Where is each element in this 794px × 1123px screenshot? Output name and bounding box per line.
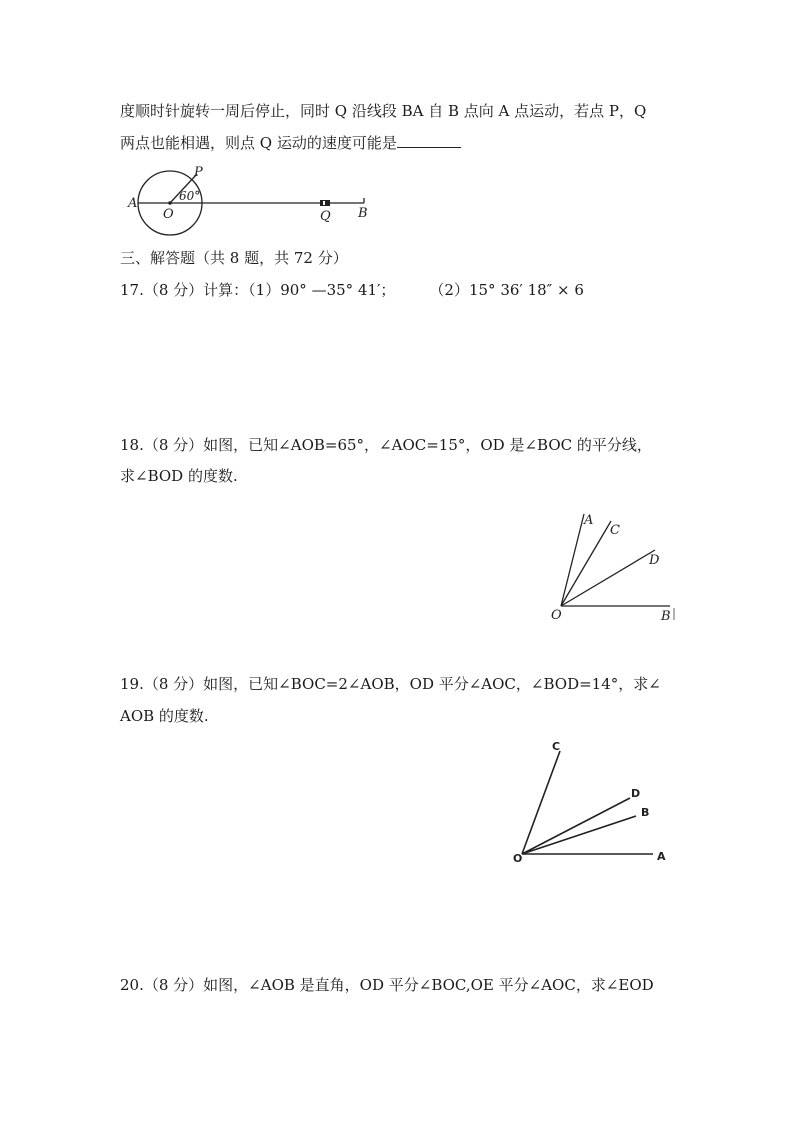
q18-line2: 求∠BOD 的度数. xyxy=(120,467,238,485)
q16-line2 xyxy=(120,133,461,153)
q17 xyxy=(120,280,584,300)
q18-line1: 18.（8 分）如图，已知∠AOB=65°，∠AOC=15°，OD 是∠BOC 的平分线， xyxy=(120,436,652,454)
label-c: C xyxy=(610,523,620,538)
figure-16 xyxy=(120,162,380,227)
q19-line1: 19.（8 分）如图，已知∠BOC=2∠AOB，OD 平分∠AOC，∠BOD=14°，求∠ xyxy=(120,675,661,693)
q19-line2: AOB 的度数. xyxy=(120,707,209,725)
label-a: A xyxy=(657,850,666,863)
label-b: B xyxy=(641,806,650,819)
ray-od xyxy=(522,798,630,854)
figure-18 xyxy=(540,505,690,630)
label-o: O xyxy=(163,207,174,222)
label-o: O xyxy=(551,608,562,623)
q16-line2-text: 两点也能相遇，则点 Q 运动的速度可能是 xyxy=(120,134,397,152)
ray-ob xyxy=(522,816,636,854)
label-b: B xyxy=(661,609,671,624)
label-a: A xyxy=(128,196,138,211)
label-a: A xyxy=(584,513,594,528)
q17-part2: （2）15° 36′ 18″ × 6 xyxy=(429,281,584,299)
ray-oc xyxy=(561,521,611,606)
label-o: O xyxy=(513,852,523,865)
label-d: D xyxy=(631,787,641,800)
label-c: C xyxy=(552,740,561,753)
ray-od xyxy=(561,550,655,606)
label-d: D xyxy=(649,553,660,568)
label-angle: 60° xyxy=(179,189,201,203)
label-b: B xyxy=(358,206,368,221)
answer-blank xyxy=(397,133,461,148)
figure-19 xyxy=(510,737,680,867)
label-p: P xyxy=(194,165,203,180)
q20-line1: 20.（8 分）如图，∠AOB 是直角，OD 平分∠BOC,OE 平分∠AOC，求∠EOD xyxy=(120,976,654,994)
q16-line1: 度顺时针旋转一周后停止，同时 Q 沿线段 BA 自 B 点向 A 点运动，若点 P，Q xyxy=(120,102,647,120)
point-o xyxy=(168,201,172,205)
section-heading: 三、解答题（共 8 题，共 72 分） xyxy=(120,249,348,267)
point-q-gap xyxy=(323,201,325,205)
ray-oc xyxy=(522,751,560,854)
label-q: Q xyxy=(320,209,331,224)
ray-oa xyxy=(561,514,584,606)
q17-part1: 17.（8 分）计算：（1）90° —35° 41′； xyxy=(120,281,396,299)
